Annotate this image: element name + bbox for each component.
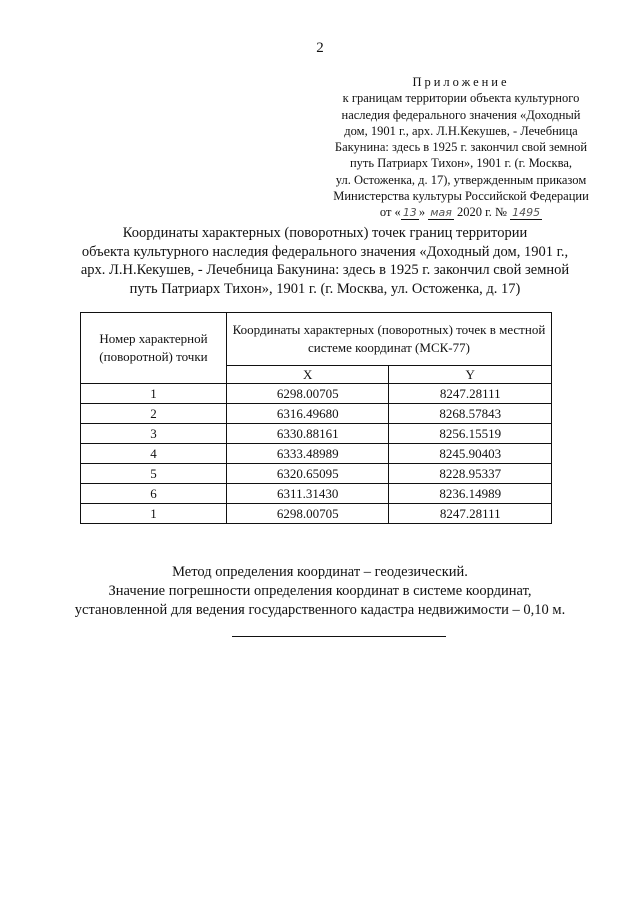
header-x: X bbox=[226, 366, 389, 384]
appendix-line: Бакунина: здесь в 1925 г. закончил свой земной bbox=[334, 140, 588, 155]
appendix-line: ул. Остоженка, д. 17), утвержденным приказом bbox=[335, 172, 587, 187]
x-coordinate-cell: 6320.65095 bbox=[226, 464, 389, 484]
x-coordinate-cell: 6311.31430 bbox=[226, 484, 389, 504]
point-number-cell: 2 bbox=[81, 404, 227, 424]
table-row bbox=[81, 424, 552, 444]
appendix-block bbox=[316, 74, 606, 222]
order-date-line bbox=[316, 204, 606, 221]
table-row bbox=[81, 484, 552, 504]
appendix-line: наследия федерального значения «Доходный bbox=[341, 107, 581, 122]
coordinates-table bbox=[80, 312, 552, 524]
point-number-cell: 3 bbox=[81, 424, 227, 444]
header-point-number: Номер характерной (поворотной) точки bbox=[81, 313, 227, 384]
table-row bbox=[81, 444, 552, 464]
table-row bbox=[81, 384, 552, 404]
y-coordinate-cell: 8247.28111 bbox=[389, 504, 552, 524]
y-coordinate-cell: 8247.28111 bbox=[389, 384, 552, 404]
date-separator: » bbox=[418, 205, 426, 220]
y-coordinate-cell: 8236.14989 bbox=[389, 484, 552, 504]
table-header-row bbox=[81, 313, 552, 366]
y-coordinate-cell: 8228.95337 bbox=[389, 464, 552, 484]
title-line: Координаты характерных (поворотных) точек границ территории bbox=[122, 225, 528, 241]
header-coordinates: Координаты характерных (поворотных) точек в местной системе координат (МСК-77) bbox=[226, 313, 551, 366]
year-text: 2020 г. № bbox=[456, 205, 507, 220]
handwritten-day: 13 bbox=[402, 206, 417, 220]
table-row bbox=[81, 504, 552, 524]
x-coordinate-cell: 6333.48989 bbox=[226, 444, 389, 464]
method-line: Значение погрешности определения координат в системе координат, bbox=[108, 583, 532, 599]
document-title bbox=[60, 224, 590, 298]
table-row bbox=[81, 464, 552, 484]
x-coordinate-cell: 6330.88161 bbox=[226, 424, 389, 444]
page-number: 2 bbox=[316, 40, 324, 56]
appendix-line: дом, 1901 г., арх. Л.Н.Кекушев, - Лечебница bbox=[344, 123, 578, 138]
y-coordinate-cell: 8245.90403 bbox=[389, 444, 552, 464]
method-note bbox=[40, 563, 600, 620]
y-coordinate-cell: 8256.15519 bbox=[389, 424, 552, 444]
point-number-cell: 5 bbox=[81, 464, 227, 484]
x-coordinate-cell: 6298.00705 bbox=[226, 504, 389, 524]
handwritten-month: мая bbox=[430, 206, 452, 220]
appendix-line: Министерства культуры Российской Федерации bbox=[333, 189, 589, 204]
method-line: установленной для ведения государственного кадастра недвижимости – 0,10 м. bbox=[74, 602, 566, 618]
title-line: путь Патриарх Тихон», 1901 г. (г. Москва, ул. Остоженка, д. 17) bbox=[129, 280, 521, 297]
point-number-cell: 1 bbox=[81, 384, 227, 404]
header-y: Y bbox=[389, 366, 552, 384]
title-line: арх. Л.Н.Кекушев, - Лечебница Бакунина: здесь в 1925 г. закончил свой земной bbox=[80, 262, 570, 278]
point-number-cell: 4 bbox=[81, 444, 227, 464]
handwritten-order-number: 1495 bbox=[512, 206, 541, 220]
x-coordinate-cell: 6316.49680 bbox=[226, 404, 389, 424]
appendix-heading: Приложение bbox=[412, 75, 510, 89]
point-number-cell: 6 bbox=[81, 484, 227, 504]
y-coordinate-cell: 8268.57843 bbox=[389, 404, 552, 424]
title-line: объекта культурного наследия федерального значения «Доходный дом, 1901 г., bbox=[81, 243, 569, 260]
date-prefix: от « bbox=[379, 205, 401, 220]
appendix-line: к границам территории объекта культурного bbox=[342, 91, 580, 106]
signature-divider bbox=[232, 636, 446, 637]
table-row bbox=[81, 404, 552, 424]
point-number-cell: 1 bbox=[81, 504, 227, 524]
appendix-line: путь Патриарх Тихон», 1901 г. (г. Москва, bbox=[349, 156, 573, 171]
method-line: Метод определения координат – геодезический. bbox=[172, 564, 468, 580]
x-coordinate-cell: 6298.00705 bbox=[226, 384, 389, 404]
